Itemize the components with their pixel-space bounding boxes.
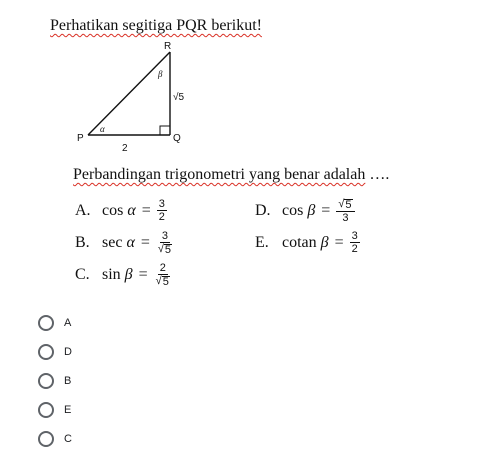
choice-letter: C. [75, 266, 90, 283]
numerator: 3 [158, 198, 165, 210]
side-pq-label: 2 [122, 143, 128, 154]
denominator: 3 [342, 212, 349, 224]
choice-b [75, 230, 174, 256]
radical-sign: √ [157, 243, 164, 255]
angle-alpha-label: α [100, 124, 105, 134]
fraction [154, 262, 172, 288]
radical-sign: √ [155, 275, 162, 287]
numerator: 2 [159, 262, 166, 274]
equals-sign: = [138, 266, 148, 283]
trig-func: sec [102, 234, 123, 251]
radio-button[interactable] [38, 373, 54, 389]
choice-a [75, 198, 167, 223]
angle-symbol: α [127, 201, 136, 219]
angle-symbol: α [126, 234, 135, 251]
radicand: 5 [164, 244, 172, 256]
side-qr-label: √5 [173, 92, 185, 103]
fraction [350, 230, 360, 255]
radicand: 5 [345, 199, 352, 211]
answer-label: D [64, 346, 72, 358]
denominator [154, 275, 172, 288]
answer-option-b[interactable] [38, 373, 71, 389]
trig-func: cos [102, 201, 124, 219]
fraction [156, 230, 174, 256]
question-prompt [73, 166, 389, 184]
trig-func: sin [102, 266, 121, 283]
choice-letter: D. [255, 202, 271, 219]
numerator: 3 [161, 230, 169, 242]
vertex-q-label: Q [173, 133, 181, 144]
radio-button[interactable] [38, 315, 54, 331]
choice-e [255, 230, 360, 255]
answer-label: A [64, 317, 72, 329]
denominator: 2 [158, 211, 165, 223]
angle-symbol: β [320, 233, 329, 251]
choice-d [255, 198, 355, 224]
angle-symbol: β [307, 202, 316, 219]
equals-sign: = [141, 201, 151, 219]
prompt-ellipsis: …. [365, 166, 390, 183]
side-pr [88, 52, 170, 135]
equals-sign: = [140, 234, 150, 251]
radio-button[interactable] [38, 431, 54, 447]
choice-letter: B. [75, 234, 90, 251]
equals-sign: = [321, 202, 331, 219]
vertex-p-label: P [77, 133, 84, 144]
trig-func: cotan [282, 233, 317, 251]
choice-c [75, 262, 172, 288]
prompt-text: Perbandingan trigonometri yang benar adalah [73, 166, 366, 183]
numerator: 3 [351, 230, 358, 242]
angle-beta-label: β [158, 69, 163, 79]
question-title: Perhatikan segitiga PQR berikut! [50, 17, 262, 34]
fraction [336, 198, 354, 224]
trig-func: cos [282, 202, 304, 219]
radio-button[interactable] [38, 344, 54, 360]
choice-letter: A. [75, 201, 91, 219]
numerator [336, 198, 354, 212]
answer-option-e[interactable] [38, 402, 71, 418]
vertex-r-label: R [164, 41, 172, 52]
fraction [157, 198, 167, 223]
angle-symbol: β [124, 266, 133, 283]
answer-label: B [64, 375, 72, 387]
choice-letter: E. [255, 233, 269, 251]
equals-sign: = [334, 233, 344, 251]
denominator: 2 [351, 243, 358, 255]
radical-sign: √ [338, 198, 345, 210]
answer-label: E [64, 404, 72, 416]
right-angle-mark [160, 126, 170, 135]
answer-option-a[interactable] [38, 315, 71, 331]
answer-option-c[interactable] [38, 431, 72, 447]
radicand: 5 [162, 276, 169, 288]
answer-label: C [64, 433, 72, 445]
denominator [156, 243, 174, 256]
radio-button[interactable] [38, 402, 54, 418]
triangle-diagram [60, 38, 210, 158]
answer-option-d[interactable] [38, 344, 72, 360]
